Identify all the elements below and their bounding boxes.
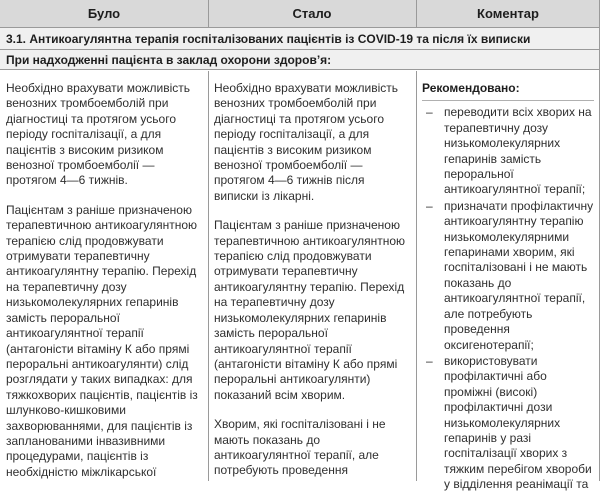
header-after: Стало xyxy=(292,6,332,21)
after-paragraph-1: Необхідно врахувати можливість венозних тромбоемболій при діагностиці та протягом усього періоду госпіталізації, а для пацієнтів з високим ризиком венозної тромбоемболії — протягом 4—6 тижнів після виписки із лікарні. xyxy=(214,81,399,203)
table-header-row xyxy=(0,0,600,28)
recommendation-divider xyxy=(422,100,594,101)
section-title: 3.1. Антикоагулянтна терапія госпіталізованих пацієнтів із COVID-19 та після їх виписки xyxy=(0,28,600,50)
header-before: Було xyxy=(87,6,121,21)
subsection-title: При надходженні пацієнта в заклад охорони здоров’я: xyxy=(0,50,600,70)
recommendation-item: – використовувати профілактичні або проміжні (високі) профілактичні дози низькомолекулярних гепаринів у разі госпіталізації хворих з тяжким перебігом хвороби у відділення реанімації та xyxy=(422,354,594,493)
header-divider-2 xyxy=(416,0,417,28)
column-divider-1 xyxy=(208,71,209,481)
header-comment: Коментар xyxy=(477,6,539,21)
recommendation-title: Рекомендовано: xyxy=(422,81,520,95)
after-paragraph-2: Пацієнтам з раніше призначеною терапевтичною антикоагулянтною терапією слід продовжувати отримувати терапевтичну антикоагулянтну терапію. Перехід на терапевтичну дозу низькомолекулярних гепаринів замість пероральної антикоагулянтної терапії (антагоністи вітаміну К або прямі пероральні антикоагулянти) показаний всім хворим. xyxy=(214,218,406,402)
column-after xyxy=(214,71,410,491)
before-paragraph-2: Пацієнтам з раніше призначеною терапевтичною антикоагулянтною терапією слід продовжувати отримувати терапевтичну антикоагулянтну терапію. Перехід на терапевтичну дозу низькомолекулярних гепаринів замість пероральної антикоагулянтної терапії (антагоністи вітаміну К або прямі пероральні антикоагулянти) слід розглядати у таких випадках: для тяжкохворих пацієнтів, пацієнтів із шлунково-кишковими захворюваннями, для пацієнтів із запланованими інвазивними процедурами, пацієнтів із необхідністю міжлікарської xyxy=(6,202,198,479)
column-before xyxy=(6,71,202,491)
after-paragraph-3: Хворим, які госпіталізовані і не мають показань до антикоагулянтної терапії, але потребують проведення xyxy=(214,417,386,478)
before-paragraph-1: Необхідно врахувати можливість венозних тромбоемболій при діагностиці та протягом усього періоду госпіталізації, а для пацієнтів з високим ризиком венозної тромбоемболії — протягом 4—6 тижнів. xyxy=(6,81,191,188)
recommendation-item: – призначати профілактичну антикоагулянтну терапію низькомолекулярними гепаринами хворим, які госпіталізовані і не мають показань до антикоагулянтної терапії, але потребують проведення оксигенотерапії; xyxy=(422,199,594,353)
recommendation-list xyxy=(422,105,594,492)
column-comment xyxy=(422,71,594,491)
column-divider-2 xyxy=(416,71,417,481)
header-divider-1 xyxy=(208,0,209,28)
recommendation-item: – переводити всіх хворих на терапевтичну дозу низькомолекулярних гепаринів замість пероральної антикоагулянтної терапії; xyxy=(422,105,594,197)
